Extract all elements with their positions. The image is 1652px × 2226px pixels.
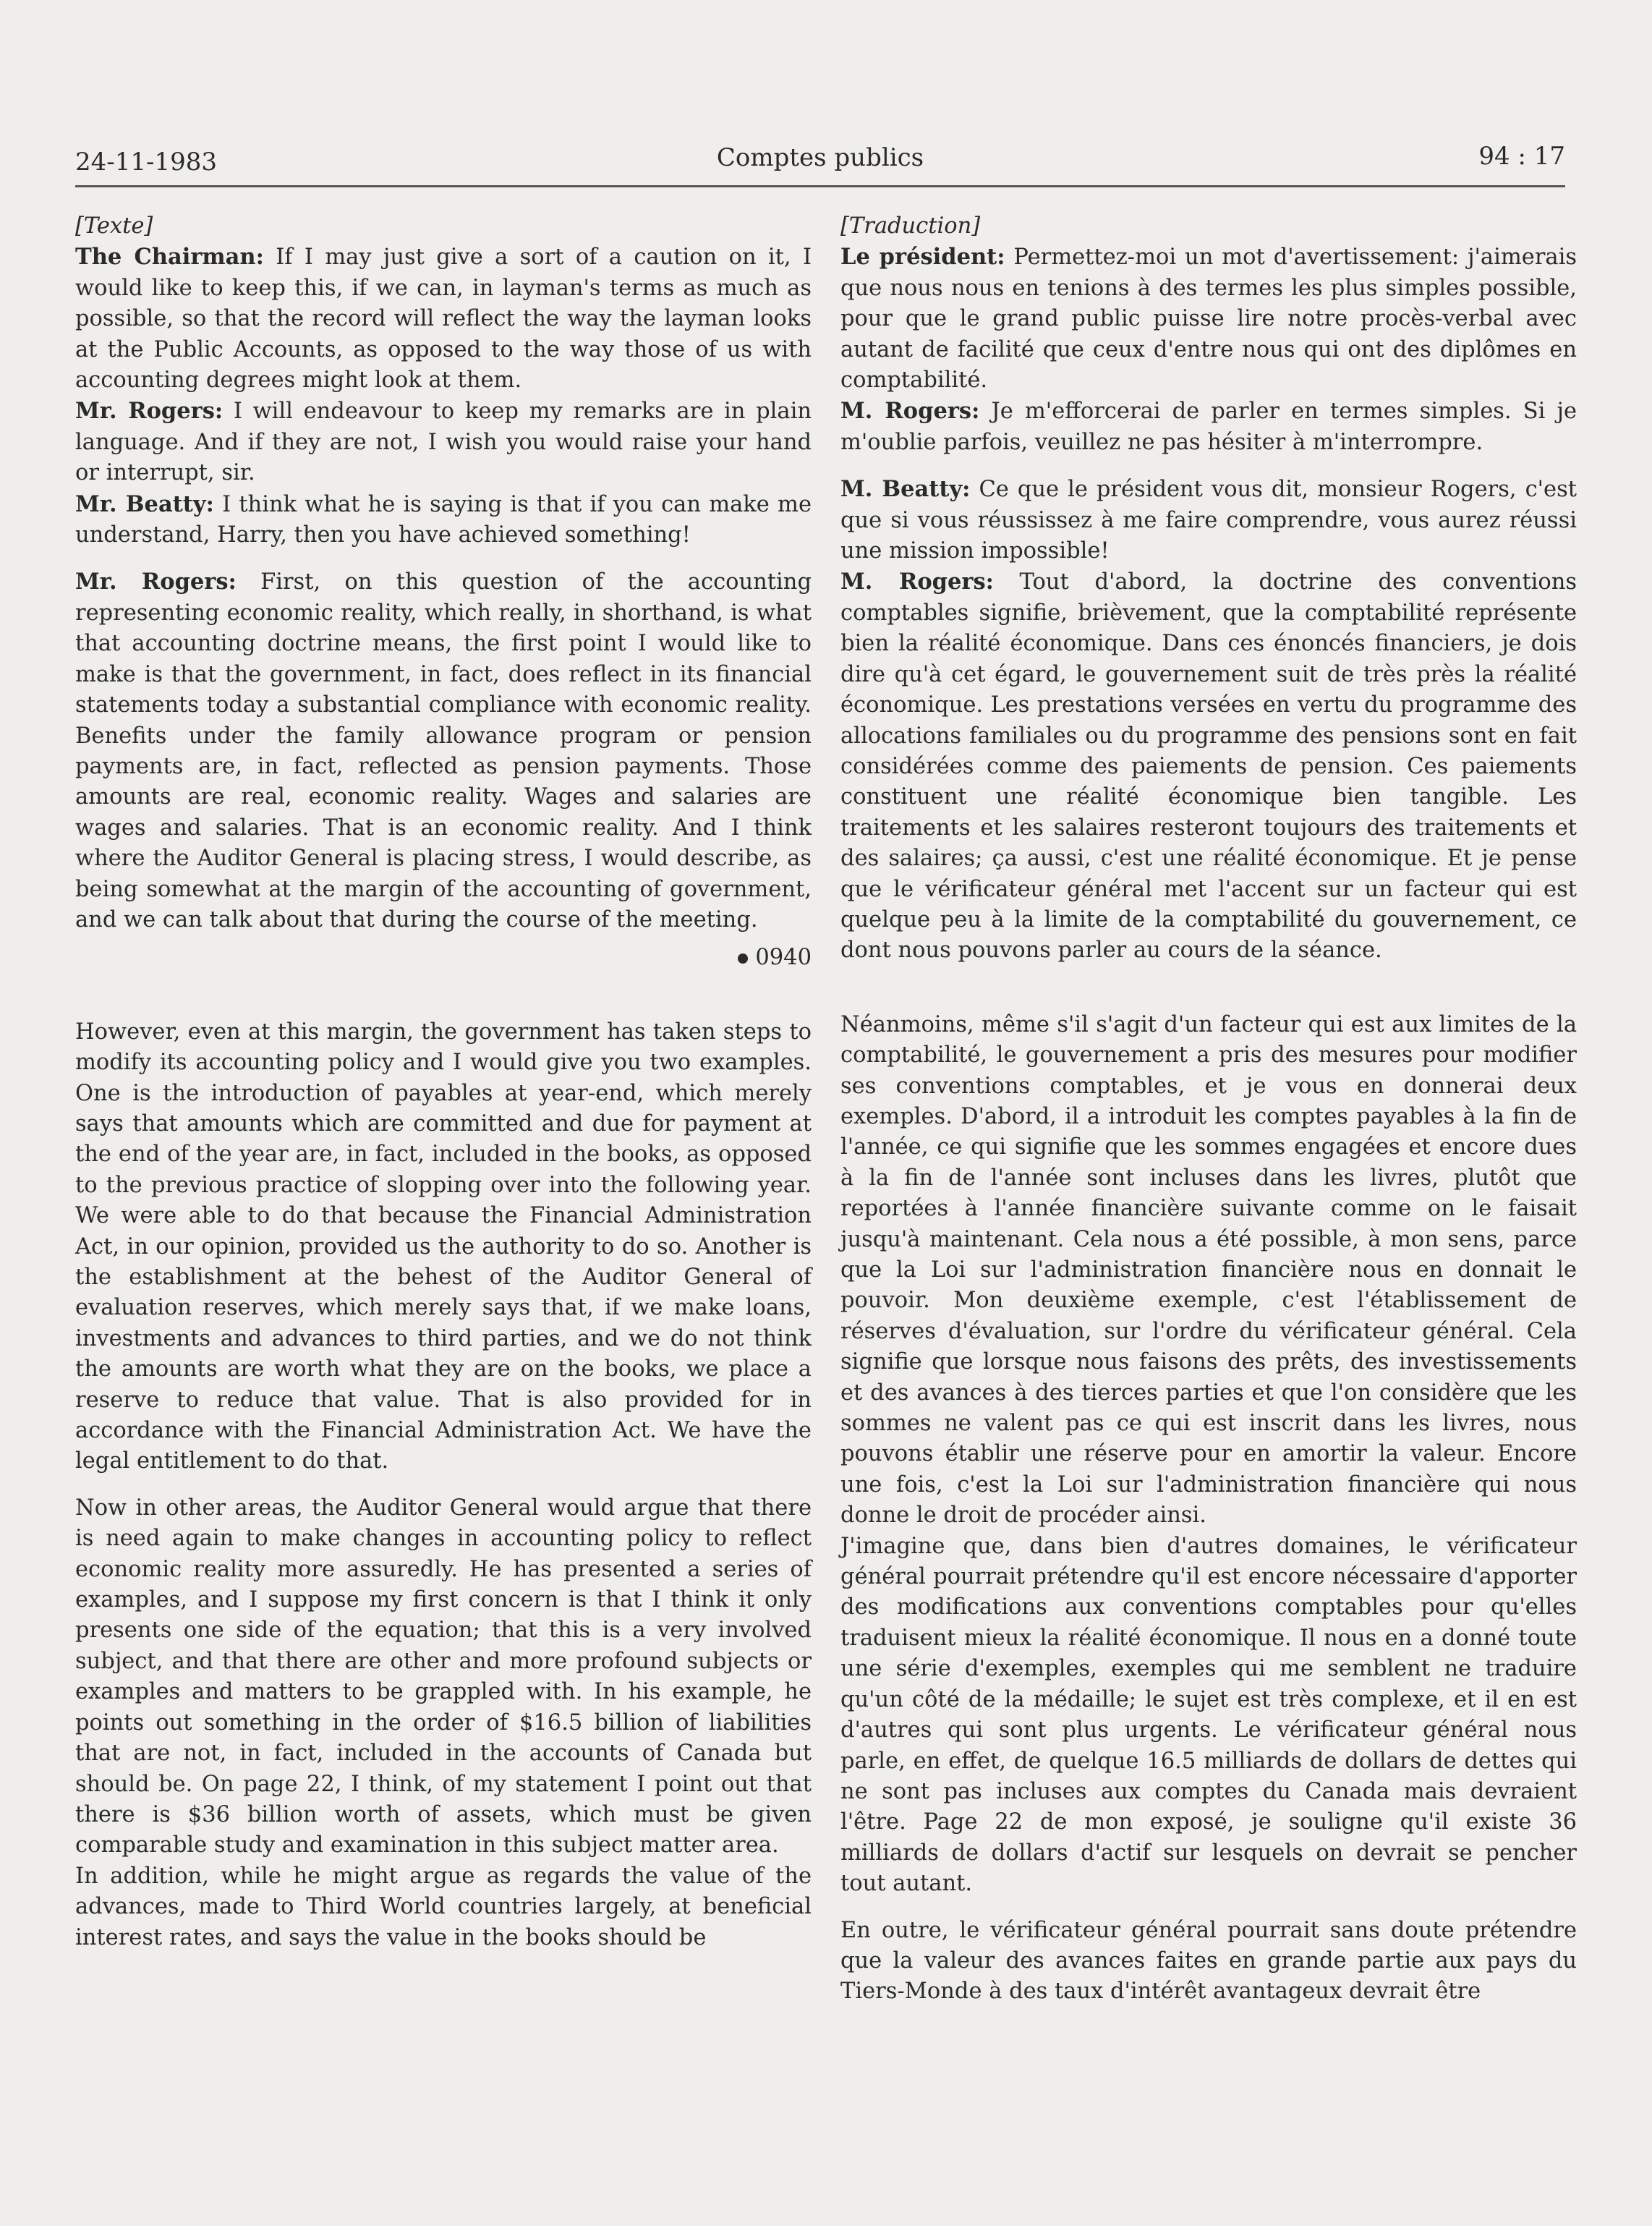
language-marker: [Texte] xyxy=(75,213,153,239)
speaker-name: Le président: xyxy=(840,244,1005,271)
speech-text: First, on this question of the accounting representing economic reality, which really, in shorthand, is what that accounting doctrine means, the first point I would like to make is that the government, in fact, does reflect in its financial statements today a substantial compliance with economic reality. Benefits under the family allowance program or pension payments are, in fact, reflected as pension payments. Those amounts are real, economic reality. Wages and salaries are wages and salaries. That is an economic reality. And I think where the Auditor General is placing stress, I would describe, as being somewhat at the margin of the accounting of government, and we can talk about that during the course of the meeting. xyxy=(75,569,812,933)
time-marker xyxy=(75,943,812,973)
paragraph xyxy=(840,242,1577,396)
paragraph: Néanmoins, même s'il s'agit d'un facteur qui est aux limites de la comptabilité, le gouvernement a pris des mesures pour modifier ses conventions comptables, et je vous en donnerai deux exemples. D'abord, il a introduit les comptes payables à la fin de l'année, ce qui signifie que les sommes engagées et encore dues à la fin de l'année sont incluses dans les livres, plutôt que reportées à l'année financière suivante comme on le faisait jusqu'à maintenant. Cela nous a été possible, à mon sens, parce que la Loi sur l'administration financière nous en donnait le pouvoir. Mon deuxième exemple, c'est l'établissement de réserves d'évaluation, sur l'ordre du vérificateur général. Cela signifie que lorsque nous faisons des prêts, des investissements et des avances à des tierces parties et que l'on considère que les sommes ne valent pas ce qui est inscrit dans les livres, nous pouvons établir une réserve pour en amortir la valeur. Encore une fois, c'est la Loi sur l'administration financière qui nous donne le droit de procéder ainsi. xyxy=(840,1011,1577,1529)
header-date: 24-11-1983 xyxy=(75,148,218,177)
speaker-name: M. Rogers: xyxy=(840,398,980,425)
paragraph: However, even at this margin, the government has taken steps to modify its accounting policy and I would give you two examples. One is the introduction of payables at year-end, which merely says that amounts which are committed and due for payment at the end of the year are, in fact, included in the books, as opposed to the previous practice of slopping over into the following year. We were able to do that because the Financial Administration Act, in our opinion, provided us the authority to do so. Another is the establishment at the behest of the Auditor General of evaluation reserves, which merely says that, if we make loans, investments and advances to third parties, and we do not think the amounts are worth what they are on the books, we place a reserve to reduce that value. That is also provided for in accordance with the Financial Administration Act. We have the legal entitlement to do that. xyxy=(75,1019,812,1474)
speech-text: If I may just give a sort of a caution on it, I would like to keep this, if we can, in layman's terms as much as possible, so that the record will reflect the way the layman looks at the Public Accounts, as opposed to the way those of us with accounting degrees might look at them. xyxy=(75,245,812,394)
page-header xyxy=(75,142,1565,187)
paragraph xyxy=(75,396,812,488)
paragraph: In addition, while he might argue as regards the value of the advances, made to Third World countries largely, at beneficial interest rates, and says the value in the books should be xyxy=(75,1863,812,1950)
paragraph: En outre, le vérificateur général pourrait sans doute prétendre que la valeur des avances faites en grande partie aux pays du Tiers-Monde à des taux d'intérêt avantageux devrait être xyxy=(840,1917,1577,2005)
paragraph: Now in other areas, the Auditor General would argue that there is need again to make changes in accounting policy to reflect economic reality more assuredly. He has presented a series of examples, and I suppose my first concern is that I think it only presents one side of the equation; that this is a very involved subject, and that there are other and more profound subjects or examples and matters to be grappled with. In his example, he points out something in the order of $16.5 billion of liabilities that are not, in fact, included in the accounts of Canada but should be. On page 22, I think, of my statement I point out that there is $36 billion worth of assets, which must be given comparable study and examination in this subject matter area. xyxy=(75,1495,812,1858)
paragraph xyxy=(75,489,812,551)
speaker-name: M. Rogers: xyxy=(840,569,994,595)
french-column xyxy=(840,211,1577,2008)
paragraph xyxy=(75,242,812,396)
speech-text: Ce que le président vous dit, monsieur Rogers, c'est que si vous réussissez à me faire comprendre, vous aurez réussi une mission impossible! xyxy=(840,477,1577,564)
paragraph xyxy=(75,566,812,935)
time-stamp: 0940 xyxy=(755,945,812,971)
speaker-name: The Chairman: xyxy=(75,244,264,271)
paragraph: J'imagine que, dans bien d'autres domaines, le vérificateur général pourrait prétendre qu'il est encore nécessaire d'apporter des modifications aux conventions comptables pour qu'elles traduisent mieux la réalité économique. Il nous en a donné toute une série d'exemples, exemples qui me semblent ne traduire qu'un côté de la médaille; le sujet est très complexe, et il en est d'autres qui sont plus urgents. Le vérificateur général nous parle, en effet, de quelque 16.5 milliards de dollars de dettes qui ne sont pas incluses aux comptes du Canada mais devraient l'être. Page 22 de mon exposé, je souligne qu'il existe 36 milliards de dollars d'actif sur lesquels on devrait se pencher tout autant. xyxy=(840,1533,1577,1897)
speaker-name: Mr. Rogers: xyxy=(75,398,223,425)
header-title: Comptes publics xyxy=(716,143,924,172)
speech-text: Permettez-moi un mot d'avertissement: j'aimerais que nous nous en tenions à des termes les plus simples possible, pour que le grand public puisse lire notre procès-verbal avec autant de facilité que ceux d'entre nous qui ont des diplômes en comptabilité. xyxy=(840,245,1577,394)
speaker-name: Mr. Beatty: xyxy=(75,490,214,517)
paragraph xyxy=(840,474,1577,566)
speech-text: I will endeavour to keep my remarks are in plain language. And if they are not, I wish you would raise your hand or interrupt, sir. xyxy=(75,399,812,486)
header-page-number: 94 : 17 xyxy=(1478,142,1565,171)
speaker-name: Mr. Rogers: xyxy=(75,569,237,595)
speaker-name: M. Beatty: xyxy=(840,476,971,503)
language-marker: [Traduction] xyxy=(840,213,981,239)
speech-text: Je m'efforcerai de parler en termes simples. Si je m'oublie parfois, veuillez ne pas hésiter à m'interrompre. xyxy=(840,399,1577,455)
speech-text: I think what he is saying is that if you can make me understand, Harry, then you have achieved something! xyxy=(75,491,812,548)
english-column xyxy=(75,211,812,1953)
bullet-icon xyxy=(738,953,748,964)
paragraph xyxy=(840,566,1577,966)
paragraph xyxy=(840,396,1577,458)
speech-text: Tout d'abord, la doctrine des conventions comptables signifie, brièvement, que la comptabilité représente bien la réalité économique. Dans ces énoncés financiers, je dois dire qu'à cet égard, le gouvernement suit de très près la réalité économique. Les prestations versées en vertu du programme des allocations familiales ou du programme des pensions sont en fait considérées comme des paiements de pension. Ces paiements constituent une réalité économique bien tangible. Les traitements et les salaires resteront toujours des traitements et des salaires; ça aussi, c'est une réalité économique. Et je pense que le vérificateur général met l'accent sur un facteur qui est quelque peu à la limite de la comptabilité du gouvernement, ce dont nous pouvons parler au cours de la séance. xyxy=(840,569,1577,964)
